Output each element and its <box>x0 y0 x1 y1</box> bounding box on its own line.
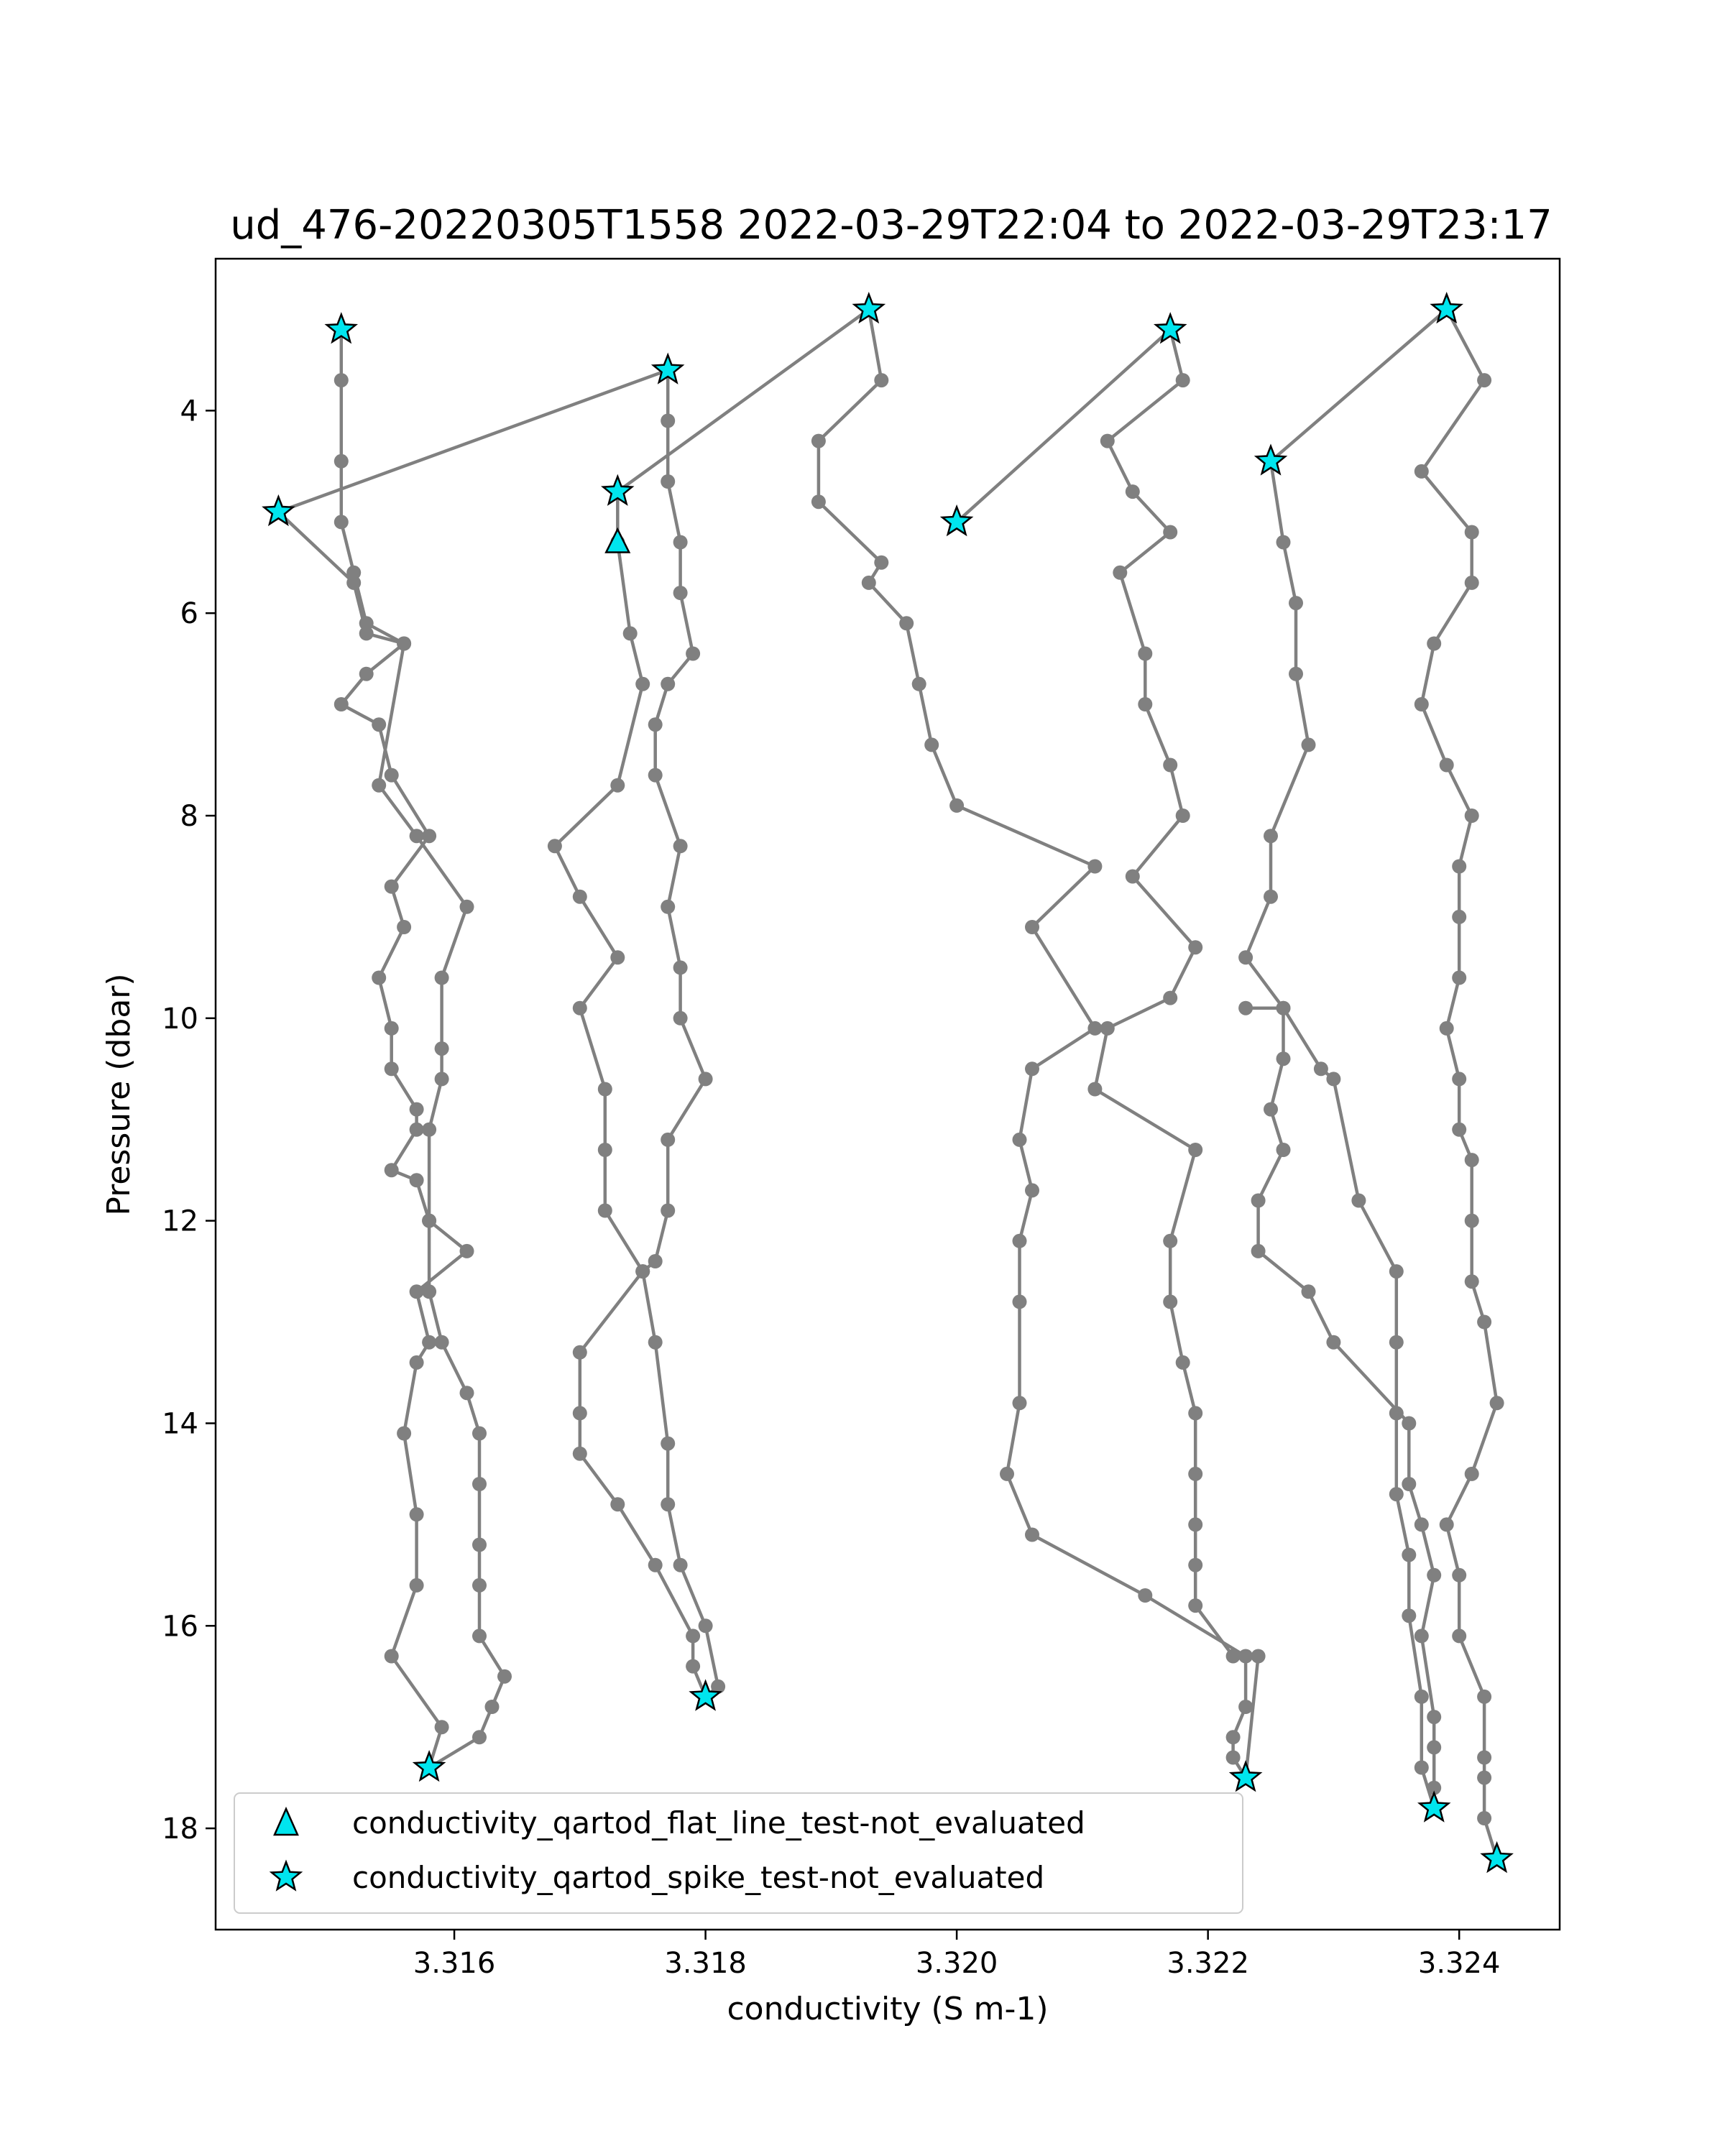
data-point <box>1087 1021 1102 1036</box>
data-point <box>648 1558 663 1572</box>
y-axis-label: Pressure (dbar) <box>101 973 137 1216</box>
data-point <box>1452 1072 1466 1086</box>
data-point <box>1188 1143 1202 1157</box>
data-point <box>1264 1102 1278 1117</box>
data-point <box>610 1497 625 1511</box>
data-point <box>485 1700 500 1714</box>
data-point <box>1100 1021 1115 1036</box>
data-point <box>673 1011 688 1026</box>
data-point <box>661 1204 675 1218</box>
data-point <box>1163 1234 1177 1248</box>
data-point <box>1414 464 1429 479</box>
data-point <box>1264 890 1278 904</box>
data-point <box>1477 1315 1491 1330</box>
data-point <box>673 535 688 550</box>
data-point <box>472 1628 487 1643</box>
data-point <box>1276 1143 1291 1157</box>
data-point <box>1402 1477 1416 1491</box>
data-point <box>573 890 587 904</box>
y-tick-label: 10 <box>162 1002 198 1036</box>
data-point <box>811 494 826 509</box>
data-point <box>1188 940 1202 954</box>
data-point <box>1138 1588 1152 1603</box>
data-point <box>661 1133 675 1147</box>
data-point <box>385 1061 399 1076</box>
data-point <box>1188 1467 1202 1481</box>
data-point <box>410 1173 424 1187</box>
data-point <box>1087 1082 1102 1097</box>
data-point <box>924 737 939 752</box>
y-tick-label: 8 <box>180 800 198 833</box>
data-point <box>1113 566 1127 580</box>
data-point <box>1025 1528 1039 1542</box>
data-point <box>1452 860 1466 874</box>
data-point <box>1465 576 1479 590</box>
data-point <box>1452 971 1466 985</box>
data-point <box>623 626 638 640</box>
data-point <box>1452 910 1466 924</box>
data-point <box>410 1355 424 1370</box>
y-tick-label: 12 <box>162 1204 198 1238</box>
data-point <box>1477 1690 1491 1704</box>
data-point <box>686 1628 700 1643</box>
data-point <box>1238 950 1253 964</box>
data-point <box>1389 1487 1404 1501</box>
data-point <box>1326 1072 1340 1086</box>
data-point <box>1351 1194 1366 1208</box>
data-point <box>1477 1771 1491 1785</box>
data-point <box>1302 737 1316 752</box>
data-point <box>422 829 436 843</box>
data-point <box>1251 1649 1266 1664</box>
data-point <box>334 697 349 711</box>
data-point <box>661 677 675 691</box>
data-point <box>1289 596 1303 610</box>
data-point <box>1389 1264 1404 1279</box>
data-point <box>1477 1751 1491 1765</box>
data-point <box>1440 758 1454 773</box>
data-point <box>1477 1811 1491 1825</box>
data-point <box>435 1041 449 1056</box>
data-point <box>397 920 411 934</box>
data-point <box>598 1143 612 1157</box>
data-point <box>1163 525 1177 540</box>
y-tick-label: 14 <box>162 1407 198 1441</box>
data-point <box>912 677 926 691</box>
data-point <box>661 474 675 489</box>
data-point <box>1138 697 1152 711</box>
data-point <box>1176 373 1190 387</box>
data-point <box>635 1264 650 1279</box>
data-point <box>385 1021 399 1036</box>
legend-label-flat-line: conductivity_qartod_flat_line_test-not_evaluated <box>352 1805 1085 1841</box>
data-point <box>497 1669 512 1684</box>
data-point <box>1427 1568 1441 1583</box>
data-point <box>1465 1274 1479 1289</box>
data-point <box>673 960 688 975</box>
data-point <box>1176 1355 1190 1370</box>
data-point <box>397 637 411 651</box>
data-point <box>372 717 386 732</box>
data-point <box>1452 1123 1466 1137</box>
data-point <box>435 1720 449 1734</box>
data-point <box>334 515 349 529</box>
data-point <box>699 1618 713 1633</box>
data-point <box>410 1102 424 1117</box>
data-point <box>410 1507 424 1521</box>
data-point <box>422 1284 436 1299</box>
data-point <box>410 1123 424 1137</box>
data-point <box>1389 1406 1404 1420</box>
data-point <box>1013 1294 1027 1309</box>
data-point <box>1276 1001 1291 1015</box>
data-point <box>1414 1628 1429 1643</box>
data-point <box>1238 1700 1253 1714</box>
data-point <box>1465 1467 1479 1481</box>
data-point <box>1326 1335 1340 1350</box>
data-point <box>1251 1244 1266 1258</box>
data-point <box>661 414 675 428</box>
data-point <box>460 1244 474 1258</box>
data-point <box>1100 434 1115 448</box>
data-point <box>1302 1284 1316 1299</box>
x-tick-label: 3.316 <box>413 1947 496 1980</box>
data-point <box>949 798 964 813</box>
data-point <box>1138 647 1152 661</box>
data-point <box>648 1335 663 1350</box>
data-point <box>1025 920 1039 934</box>
data-point <box>472 1427 487 1441</box>
data-point <box>1465 1214 1479 1228</box>
data-point <box>573 1447 587 1461</box>
data-point <box>372 971 386 985</box>
data-point <box>673 1558 688 1572</box>
data-point <box>573 1406 587 1420</box>
data-point <box>548 839 562 853</box>
data-point <box>1414 697 1429 711</box>
data-point <box>1477 373 1491 387</box>
data-point <box>422 1214 436 1228</box>
y-tick-label: 6 <box>180 597 198 631</box>
x-tick-label: 3.322 <box>1167 1947 1249 1980</box>
data-point <box>385 768 399 783</box>
data-point <box>811 434 826 448</box>
data-point <box>472 1477 487 1491</box>
data-point <box>410 1578 424 1593</box>
data-point <box>422 1335 436 1350</box>
data-point <box>1465 808 1479 823</box>
data-point <box>359 626 374 640</box>
data-point <box>1176 808 1190 823</box>
data-point <box>1163 991 1177 1005</box>
data-point <box>460 900 474 914</box>
data-point <box>661 900 675 914</box>
data-point <box>1276 535 1291 550</box>
data-point <box>1188 1558 1202 1572</box>
data-point <box>1238 1001 1253 1015</box>
data-point <box>435 971 449 985</box>
data-point <box>422 1123 436 1137</box>
data-point <box>460 1386 474 1400</box>
data-point <box>1402 1416 1416 1431</box>
x-axis-label: conductivity (S m-1) <box>727 1991 1049 2027</box>
data-point <box>686 647 700 661</box>
y-tick-label: 4 <box>180 395 198 428</box>
data-point <box>648 717 663 732</box>
data-point <box>1013 1133 1027 1147</box>
data-point <box>1188 1406 1202 1420</box>
data-point <box>1414 1761 1429 1775</box>
data-point <box>1389 1335 1404 1350</box>
x-tick-label: 3.320 <box>915 1947 998 1980</box>
data-point <box>1427 1740 1441 1754</box>
data-point <box>573 1001 587 1015</box>
y-tick-label: 16 <box>162 1610 198 1644</box>
data-point <box>610 950 625 964</box>
data-point <box>1000 1467 1014 1481</box>
data-point <box>610 778 625 793</box>
data-point <box>598 1204 612 1218</box>
data-point <box>1226 1649 1241 1664</box>
data-point <box>862 576 876 590</box>
legend <box>234 1793 1243 1913</box>
data-point <box>1013 1396 1027 1410</box>
data-point <box>385 880 399 894</box>
data-point <box>673 586 688 600</box>
data-point <box>1013 1234 1027 1248</box>
data-point <box>1402 1548 1416 1562</box>
data-point <box>372 778 386 793</box>
data-point <box>397 1427 411 1441</box>
x-tick-label: 3.324 <box>1417 1947 1501 1980</box>
data-point <box>334 454 349 469</box>
y-tick-label: 18 <box>162 1812 198 1846</box>
data-point <box>472 1538 487 1552</box>
legend-label-spike: conductivity_qartod_spike_test-not_evaluated <box>352 1860 1045 1895</box>
data-point <box>435 1072 449 1086</box>
data-point <box>1402 1608 1416 1623</box>
data-point <box>648 768 663 783</box>
data-point <box>1490 1396 1504 1410</box>
data-point <box>385 1649 399 1664</box>
data-point <box>1025 1183 1039 1197</box>
data-point <box>1452 1628 1466 1643</box>
data-point <box>346 576 361 590</box>
data-point <box>874 373 888 387</box>
data-point <box>661 1497 675 1511</box>
data-point <box>1163 1294 1177 1309</box>
data-point <box>661 1437 675 1451</box>
data-point <box>1226 1751 1241 1765</box>
data-point <box>1427 637 1441 651</box>
data-point <box>334 373 349 387</box>
data-point <box>1452 1568 1466 1583</box>
data-point <box>1251 1194 1266 1208</box>
data-point <box>573 1345 587 1360</box>
data-point <box>1465 525 1479 540</box>
chart-title: ud_476-20220305T1558 2022-03-29T22:04 to 2022-03-29T23:17 <box>230 202 1552 249</box>
data-point <box>1414 1517 1429 1531</box>
data-point <box>1465 1153 1479 1167</box>
data-point <box>1188 1598 1202 1613</box>
data-point <box>1087 860 1102 874</box>
data-point <box>1163 758 1177 773</box>
data-point <box>1289 667 1303 681</box>
data-point <box>1126 870 1140 884</box>
data-point <box>1440 1021 1454 1036</box>
data-point <box>598 1082 612 1097</box>
data-point <box>686 1659 700 1674</box>
data-point <box>673 839 688 853</box>
data-point <box>472 1578 487 1593</box>
data-point <box>874 556 888 570</box>
data-point <box>1188 1517 1202 1531</box>
data-point <box>1264 829 1278 843</box>
data-point <box>472 1730 487 1744</box>
data-point <box>1226 1730 1241 1744</box>
data-point <box>899 616 914 630</box>
data-point <box>1126 484 1140 499</box>
data-point <box>1440 1517 1454 1531</box>
data-point <box>635 677 650 691</box>
data-point <box>435 1335 449 1350</box>
data-point <box>410 829 424 843</box>
data-point <box>1414 1690 1429 1704</box>
data-point <box>1314 1061 1328 1076</box>
data-point <box>1025 1061 1039 1076</box>
data-point <box>385 1163 399 1177</box>
data-point <box>359 667 374 681</box>
x-tick-label: 3.318 <box>664 1947 747 1980</box>
data-point <box>1276 1051 1291 1066</box>
data-point <box>410 1284 424 1299</box>
data-point <box>699 1072 713 1086</box>
data-point <box>648 1254 663 1268</box>
data-point <box>1427 1710 1441 1724</box>
